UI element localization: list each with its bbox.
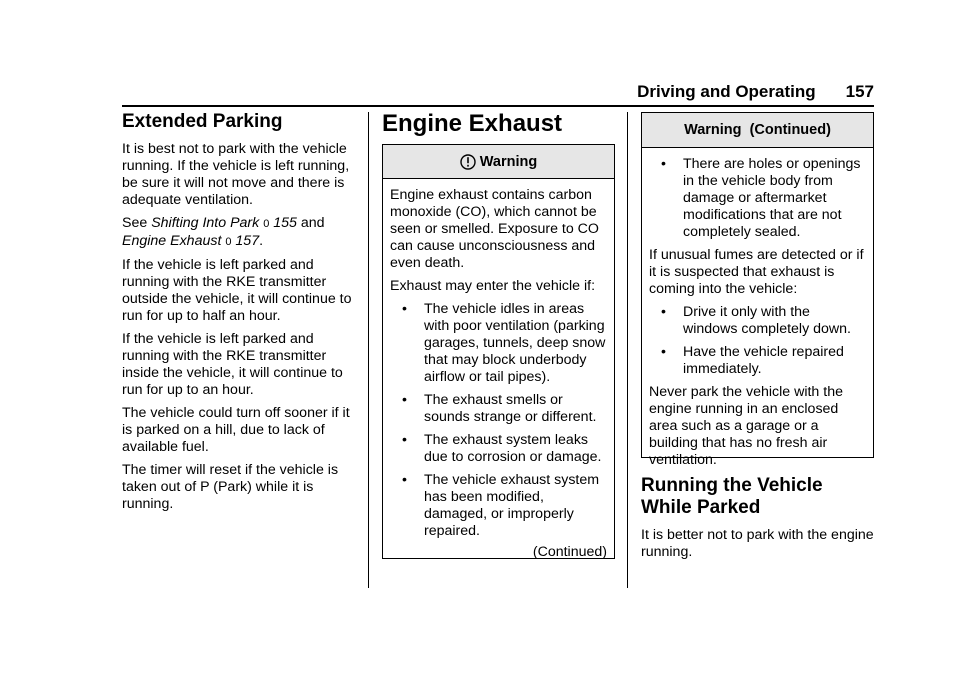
bullet-icon: • [661,304,666,320]
list-item [649,156,866,241]
warning-paragraph: If unusual fumes are detected or if it is suspected that exhaust is coming into the vehicle: [649,247,864,297]
paragraph: If the vehicle is left parked and running with the RKE transmitter outside the vehicle, it will continue to run for up to half an hour. [122,257,352,324]
bullet-icon: • [402,432,407,448]
bullet-text: The vehicle idles in areas with poor ventilation (parking garages, tunnels, deep snow that may block underbody airflow or tail pipes). [424,301,606,385]
period: . [259,233,264,249]
section-title: Driving and Operating [637,82,816,101]
bullet-text: The vehicle exhaust system has been modified, damaged, or improperly repaired. [424,472,600,539]
page-header [0,82,874,102]
bullet-text: There are holes or openings in the vehicle body from damage or aftermarket modifications that are not completely sealed. [683,156,861,240]
list-item [649,304,866,338]
list-item [390,392,607,426]
bullet-text: Drive it only with the windows completely down. [683,304,851,337]
warning-label: Warning [479,153,538,170]
column-engine-exhaust [382,110,614,138]
heading-line-1: Running the Vehicle [641,475,823,496]
bullet-text: The exhaust system leaks due to corrosion or damage. [424,432,602,465]
page-number: 157 [845,82,874,101]
see-label: See [122,215,148,231]
warning-continued-body [642,148,873,481]
page-ref-icon: 0 [225,236,232,248]
extended-parking-heading: Extended Parking [122,111,283,132]
list-item [649,344,866,378]
bullet-icon: • [661,156,666,172]
column-extended-parking [122,111,358,519]
ref-page-157[interactable]: 157 [235,233,260,249]
engine-exhaust-heading: Engine Exhaust [382,110,563,137]
warning-continued-header [642,113,873,148]
continued-label: (Continued) [532,544,607,560]
column-running-parked [641,475,874,567]
warning-bullet-list [390,301,607,540]
warning-box [382,144,615,559]
paragraph: It is better not to park with the engine running. [641,527,874,560]
warning-icon [460,154,476,170]
warning-continued-box [641,112,874,468]
list-item [390,432,607,466]
and-word: and [300,215,325,231]
bullet-text: The exhaust smells or sounds strange or different. [424,392,597,425]
running-parked-heading [641,475,874,519]
ref-link-engine-exhaust[interactable]: Engine Exhaust [122,233,222,249]
list-item [390,472,607,540]
paragraph: The timer will reset if the vehicle is taken out of P (Park) while it is running. [122,462,339,512]
ref-page-155[interactable]: 155 [273,215,297,231]
bullet-text: Have the vehicle repaired immediately. [683,344,844,377]
paragraph: The vehicle could turn off sooner if it is parked on a hill, due to lack of available fuel. [122,405,350,455]
header-rule [122,105,874,107]
bullet-icon: • [661,344,666,360]
warning-paragraph: Exhaust may enter the vehicle if: [390,278,596,294]
warning-header [383,145,614,179]
page-ref-icon: 0 [263,218,270,230]
column-divider-1 [368,112,369,588]
warning-continued-bullet-list [649,156,866,241]
ref-link-shifting-into-park[interactable]: Shifting Into Park [151,215,260,231]
warning-body [383,179,614,567]
bullet-icon: • [402,472,407,488]
bullet-icon: • [402,301,407,317]
warning-paragraph: Never park the vehicle with the engine running in an enclosed area such as a garage or a building that has no fresh air ventilation. [649,384,843,468]
column-divider-2 [627,112,628,588]
warning-action-bullet-list [649,304,866,378]
warning-continued-label: Warning (Continued) [684,122,831,138]
paragraph: It is best not to park with the vehicle running. If the vehicle is left running, be sure it will not move and there is adequate ventilation. [122,141,350,208]
paragraph: If the vehicle is left parked and running with the RKE transmitter inside the vehicle, it will continue to run for up to an hour. [122,331,343,398]
list-item [390,301,607,386]
warning-paragraph: Engine exhaust contains carbon monoxide (CO), which cannot be seen or smelled. Exposure to CO can cause unconsciousness and even death. [390,187,599,271]
heading-line-2: While Parked [641,497,761,518]
cross-reference-paragraph [122,215,358,251]
bullet-icon: • [402,392,407,408]
